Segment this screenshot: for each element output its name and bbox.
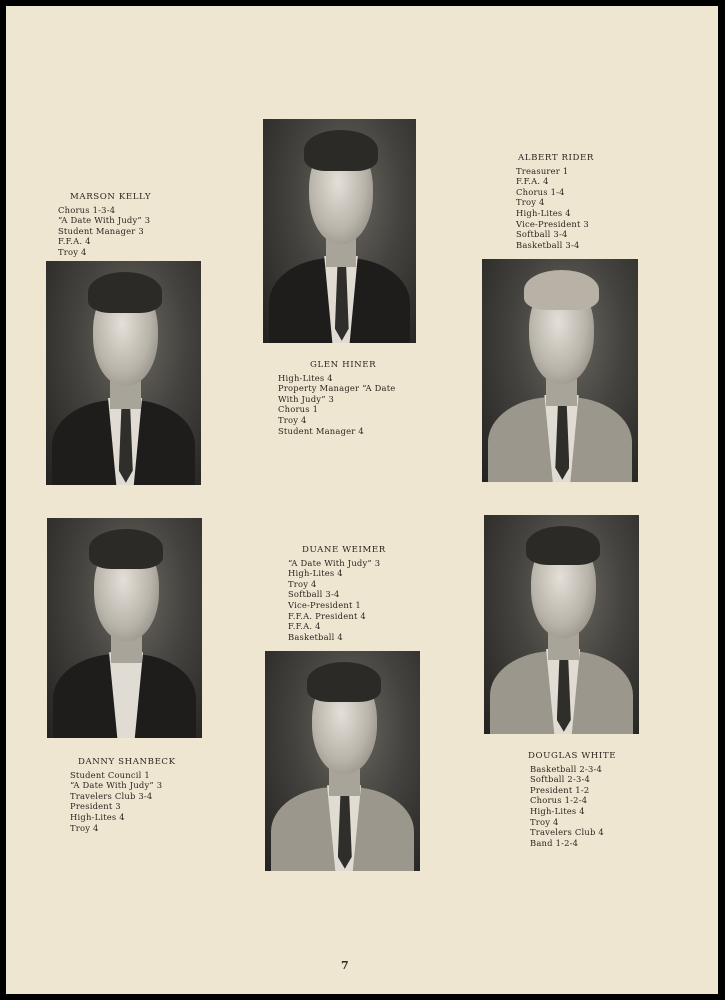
photo-marson-kelly xyxy=(46,261,201,485)
activity: With Judy” 3 xyxy=(278,393,335,404)
activity: Travelers Club 4 xyxy=(530,827,604,838)
activity: Troy 4 xyxy=(278,414,307,425)
activity: Basketball 2-3-4 xyxy=(530,763,603,774)
activity: President 3 xyxy=(70,801,121,812)
activity: Troy 4 xyxy=(70,822,99,833)
activity: Troy 4 xyxy=(288,578,317,589)
student-name: DOUGLAS WHITE xyxy=(528,751,617,761)
caption-douglas-white xyxy=(530,751,616,848)
student-name: ALBERT RIDER xyxy=(518,153,594,163)
activity: F.F.A. President 4 xyxy=(288,610,366,621)
activity: President 1-2 xyxy=(530,784,590,795)
student-name: DANNY SHANBECK xyxy=(78,757,176,767)
activity: Troy 4 xyxy=(530,816,559,827)
activity: Softball 3-4 xyxy=(516,229,568,240)
activity: Student Manager 3 xyxy=(58,225,144,236)
caption-albert-rider xyxy=(516,153,594,250)
activity: F.F.A. 4 xyxy=(516,176,549,187)
activity: Chorus 1-4 xyxy=(516,186,565,197)
activity: High-Lites 4 xyxy=(530,805,585,816)
yearbook-page xyxy=(6,6,718,994)
photo-glen-hiner xyxy=(263,119,416,343)
activity: Vice-President 3 xyxy=(516,218,589,229)
activity: F.F.A. 4 xyxy=(58,236,91,247)
activity: Student Council 1 xyxy=(70,769,150,780)
photo-danny-shanbeck xyxy=(47,518,202,738)
student-name: DUANE WEIMER xyxy=(302,545,386,555)
activity: Troy 4 xyxy=(516,197,545,208)
activity: Troy 4 xyxy=(58,246,87,257)
activity: High-Lites 4 xyxy=(516,207,571,218)
activity: F.F.A. 4 xyxy=(288,621,321,632)
activity: Basketball 4 xyxy=(288,631,343,642)
activity: Treasurer 1 xyxy=(516,165,569,176)
photo-douglas-white xyxy=(484,515,639,734)
student-name: MARSON KELLY xyxy=(70,192,152,202)
caption-glen-hiner xyxy=(278,360,395,436)
activity: “A Date With Judy” 3 xyxy=(70,780,163,791)
photo-albert-rider xyxy=(482,259,638,482)
caption-duane-weimer xyxy=(288,545,386,642)
activity: Vice-President 1 xyxy=(288,599,361,610)
activity: Property Manager “A Date xyxy=(278,383,396,394)
photo-duane-weimer xyxy=(265,651,420,871)
caption-danny-shanbeck xyxy=(70,757,176,833)
activity: High-Lites 4 xyxy=(70,811,125,822)
activity: Softball 3-4 xyxy=(288,589,340,600)
activity: “A Date With Judy” 3 xyxy=(58,215,151,226)
activity: High-Lites 4 xyxy=(278,372,333,383)
caption-marson-kelly xyxy=(58,192,151,258)
activity: Softball 2-3-4 xyxy=(530,774,591,785)
activity: Student Manager 4 xyxy=(278,425,364,436)
activity: High-Lites 4 xyxy=(288,568,343,579)
student-name: GLEN HINER xyxy=(310,360,377,370)
activity: Chorus 1-3-4 xyxy=(58,204,116,215)
activity: Travelers Club 3-4 xyxy=(70,790,153,801)
activity: “A Date With Judy” 3 xyxy=(288,557,381,568)
activity: Basketball 3-4 xyxy=(516,239,580,250)
activity: Band 1-2-4 xyxy=(530,837,579,848)
activity: Chorus 1 xyxy=(278,404,319,415)
page-number: 7 xyxy=(341,959,349,972)
activity: Chorus 1-2-4 xyxy=(530,795,588,806)
